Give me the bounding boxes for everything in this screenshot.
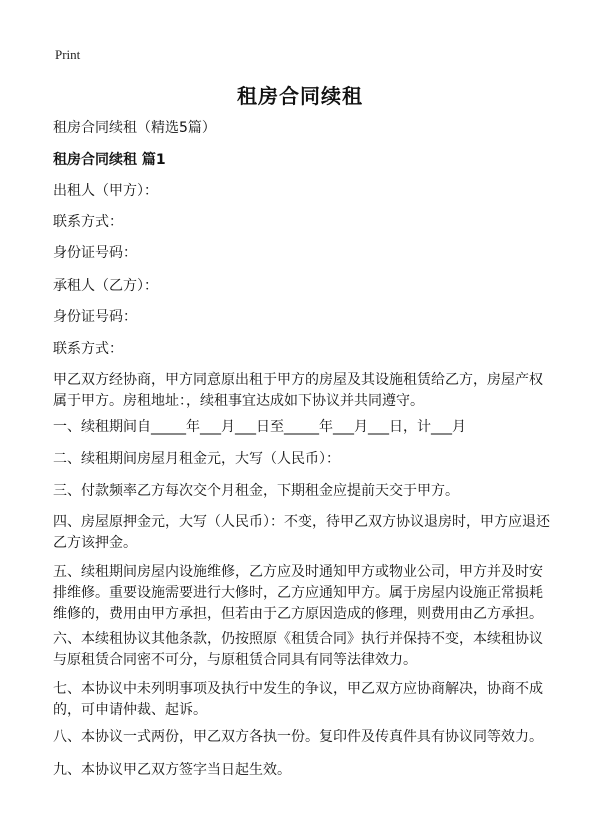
clause-5: 五、续租期间房屋内设施维修，乙方应及时通知甲方或物业公司，甲方并及时安排维修。重要设施需要进行大修时，乙方应通知甲方。属于房屋内设施正常损耗维修的，费用由甲方承担，但若由于乙方原因造成的修理，则费用由乙方承担。 <box>53 564 543 622</box>
intro-paragraph: 甲乙双方经协商，甲方同意原出租于甲方的房屋及其设施租赁给乙方，房屋产权属于甲方。房租地址：，续租事宜达成如下协议并共同遵守。 <box>53 372 543 409</box>
field-lessor-id: 身份证号码： <box>53 245 137 261</box>
clause-2: 二、续租期间房屋月租金元，大写（人民币）： <box>53 451 340 467</box>
clause-8: 八、本协议一式两份，甲乙双方各执一份。复印件及传真件具有协议同等效力。 <box>53 729 543 745</box>
print-link[interactable]: Print <box>55 47 81 62</box>
clause-7: 七、本协议中未列明事项及执行中发生的争议，甲乙双方应协商解决，协商不成的，可申请仲裁、起诉。 <box>53 681 543 718</box>
section-heading: 租房合同续租 篇1 <box>53 152 166 168</box>
field-lessor-contact: 联系方式： <box>53 214 123 230</box>
clause-3: 三、付款频率乙方每次交个月租金，下期租金应提前天交于甲方。 <box>53 483 459 499</box>
field-lessee-contact: 联系方式： <box>53 341 123 357</box>
clause-1: 一、续租期间自_____年___月___日至_____年___月___日，计___月 <box>53 419 466 435</box>
clause-9: 九、本协议甲乙双方签字当日起生效。 <box>53 762 291 778</box>
field-lessor: 出租人（甲方）： <box>53 183 158 199</box>
document-title: 租房合同续租 <box>237 84 363 108</box>
document-subtitle: 租房合同续租（精选5篇） <box>53 120 216 136</box>
field-lessee-id: 身份证号码： <box>53 309 137 325</box>
clause-4: 四、房屋原押金元，大写（人民币）：不变，待甲乙双方协议退房时，甲方应退还乙方该押金。 <box>53 514 550 551</box>
field-lessee: 承租人（乙方）： <box>53 278 158 294</box>
clause-6: 六、本续租协议其他条款，仍按照原《租赁合同》执行并保持不变，本续租协议与原租赁合同密不可分，与原租赁合同具有同等法律效力。 <box>53 631 543 668</box>
